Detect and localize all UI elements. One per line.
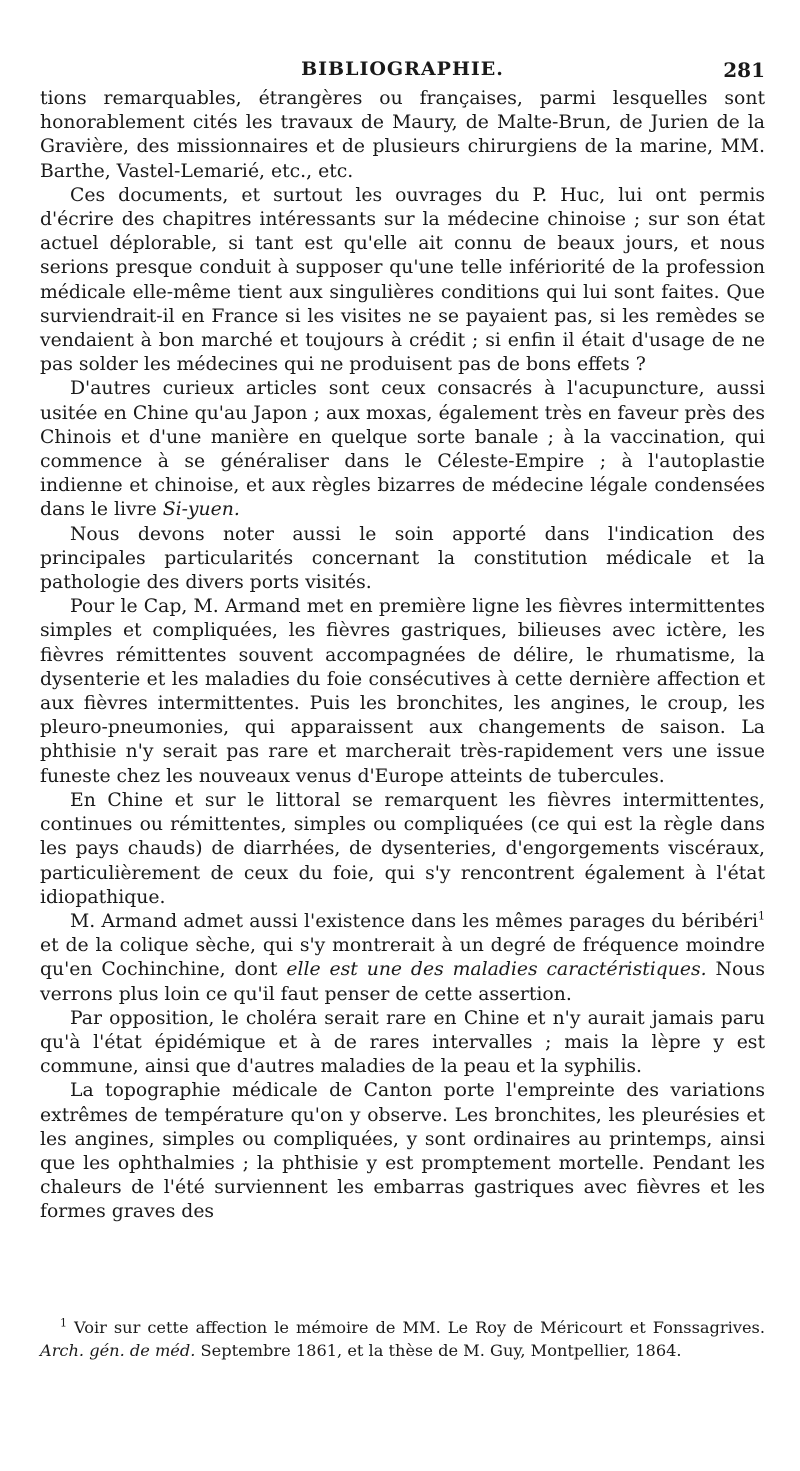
footnote-1: [40, 1316, 765, 1362]
paragraph-6: En Chine et sur le littoral se remarquent les fièvres intermittentes, continues ou rémittentes, simples ou compliquées (ce qui est la règle dans les pays chauds) de diarrhées, de dysenteries, d'engorgements viscéraux, particulièrement de ceux du foie, qui s'y rencontrent également à l'état idiopathique.: [40, 789, 765, 908]
footnote-text-b: Septembre 1861, et la thèse de M. Guy, Montpellier, 1864.: [195, 1341, 682, 1360]
book-title-si-yuen: Si-yuen.: [162, 499, 240, 521]
page-header: [40, 58, 765, 90]
paragraph-3-text: D'autres curieux articles sont ceux consacrés à l'acupuncture, aussi usitée en Chine qu'au Japon ; aux moxas, également très en faveur près des Chinois et d'une manière en quelque sorte banale ; à la vaccination, qui commence à se généraliser dans le Céleste-Empire ; à l'autoplastie indienne et chinoise, et aux règles bizarres de médecine légale condensées dans le livre: [40, 378, 765, 521]
paragraph-9: La topographie médicale de Canton porte l'empreinte des variations extrêmes de température qu'on y observe. Les bronchites, les pleurésies et les angines, simples ou compliquées, y sont ordinaires au printemps, ainsi que les ophthalmies ; la phthisie y est promptement mortelle. Pendant les chaleurs de l'été surviennent les embarras gastriques avec fièvres et les formes graves des: [40, 1080, 765, 1223]
paragraph-5: Pour le Cap, M. Armand met en première ligne les fièvres intermittentes simples et compliquées, les fièvres gastriques, bilieuses avec ictère, les fièvres rémittentes souvent accompagnées de délire, le rhumatisme, la dysenterie et les maladies du foie consécutives à cette dernière affection et aux fièvres intermittentes. Puis les bronchites, les angines, le croup, les pleuro-pneumonies, qui apparaissent aux changements de saison. La phthisie n'y serait pas rare et marcherait très-rapidement vers une issue funeste chez les nouveaux venus d'Europe atteints de tubercules.: [40, 596, 765, 787]
paragraph-1: tions remarquables, étrangères ou françaises, parmi lesquelles sont honorablement cités les travaux de Maury, de Malte-Brun, de Jurien de la Gravière, des missionnaires et de plusieurs chirurgiens de la marine, MM. Barthe, Vastel-Lemarié, etc., etc.: [40, 88, 765, 182]
body-text: [40, 87, 765, 1225]
footnote-journal-title: Arch. gén. de méd.: [40, 1341, 196, 1360]
page-number: 281: [723, 58, 765, 82]
footnote-marker: 1: [60, 1316, 67, 1330]
paragraph-7: [40, 910, 765, 1007]
footnote-reference: 1: [758, 909, 765, 923]
paragraph-7-italic: elle est une des maladies caractéristiques.: [286, 959, 707, 981]
paragraph-7-text-c: Nous verrons plus loin ce qu'il faut penser de cette assertion.: [40, 959, 765, 1005]
footnotes: [40, 1316, 765, 1362]
paragraph-3: [40, 377, 765, 522]
paragraph-7-text-a: M. Armand admet aussi l'existence dans les mêmes parages du béribéri: [70, 910, 758, 932]
paragraph-2: Ces documents, et surtout les ouvrages du P. Huc, lui ont permis d'écrire des chapitres intéressants sur la médecine chinoise ; sur son état actuel déplorable, si tant est qu'elle ait connu de beaux jours, et nous serions presque conduit à supposer qu'une telle infériorité de la profession médicale elle-même tient aux singulières conditions qui lui sont faites. Que surviendrait-il en France si les visites ne se payaient pas, si les remèdes se vendaient à bon marché et toujours à crédit ; si enfin il était d'usage de ne pas solder les médecines qui ne produisent pas de bons effets ?: [40, 184, 765, 376]
footnote-text-a: Voir sur cette affection le mémoire de MM. Le Roy de Méricourt et Fonssagrives.: [67, 1318, 765, 1337]
paragraph-8: Par opposition, le choléra serait rare en Chine et n'y aurait jamais paru qu'à l'état épidémique et à de rares intervalles ; mais la lèpre y est commune, ainsi que d'autres maladies de la peau et la syphilis.: [40, 1007, 765, 1078]
paragraph-7-text-b: et de la colique sèche, qui s'y montrerait à un degré de fréquence moindre qu'en Cochinchine, dont: [40, 935, 765, 981]
running-title: BIBLIOGRAPHIE.: [301, 58, 504, 80]
paragraph-4: Nous devons noter aussi le soin apporté dans l'indication des principales particularités concernant la constitution médicale et la pathologie des divers ports visités.: [40, 523, 765, 594]
